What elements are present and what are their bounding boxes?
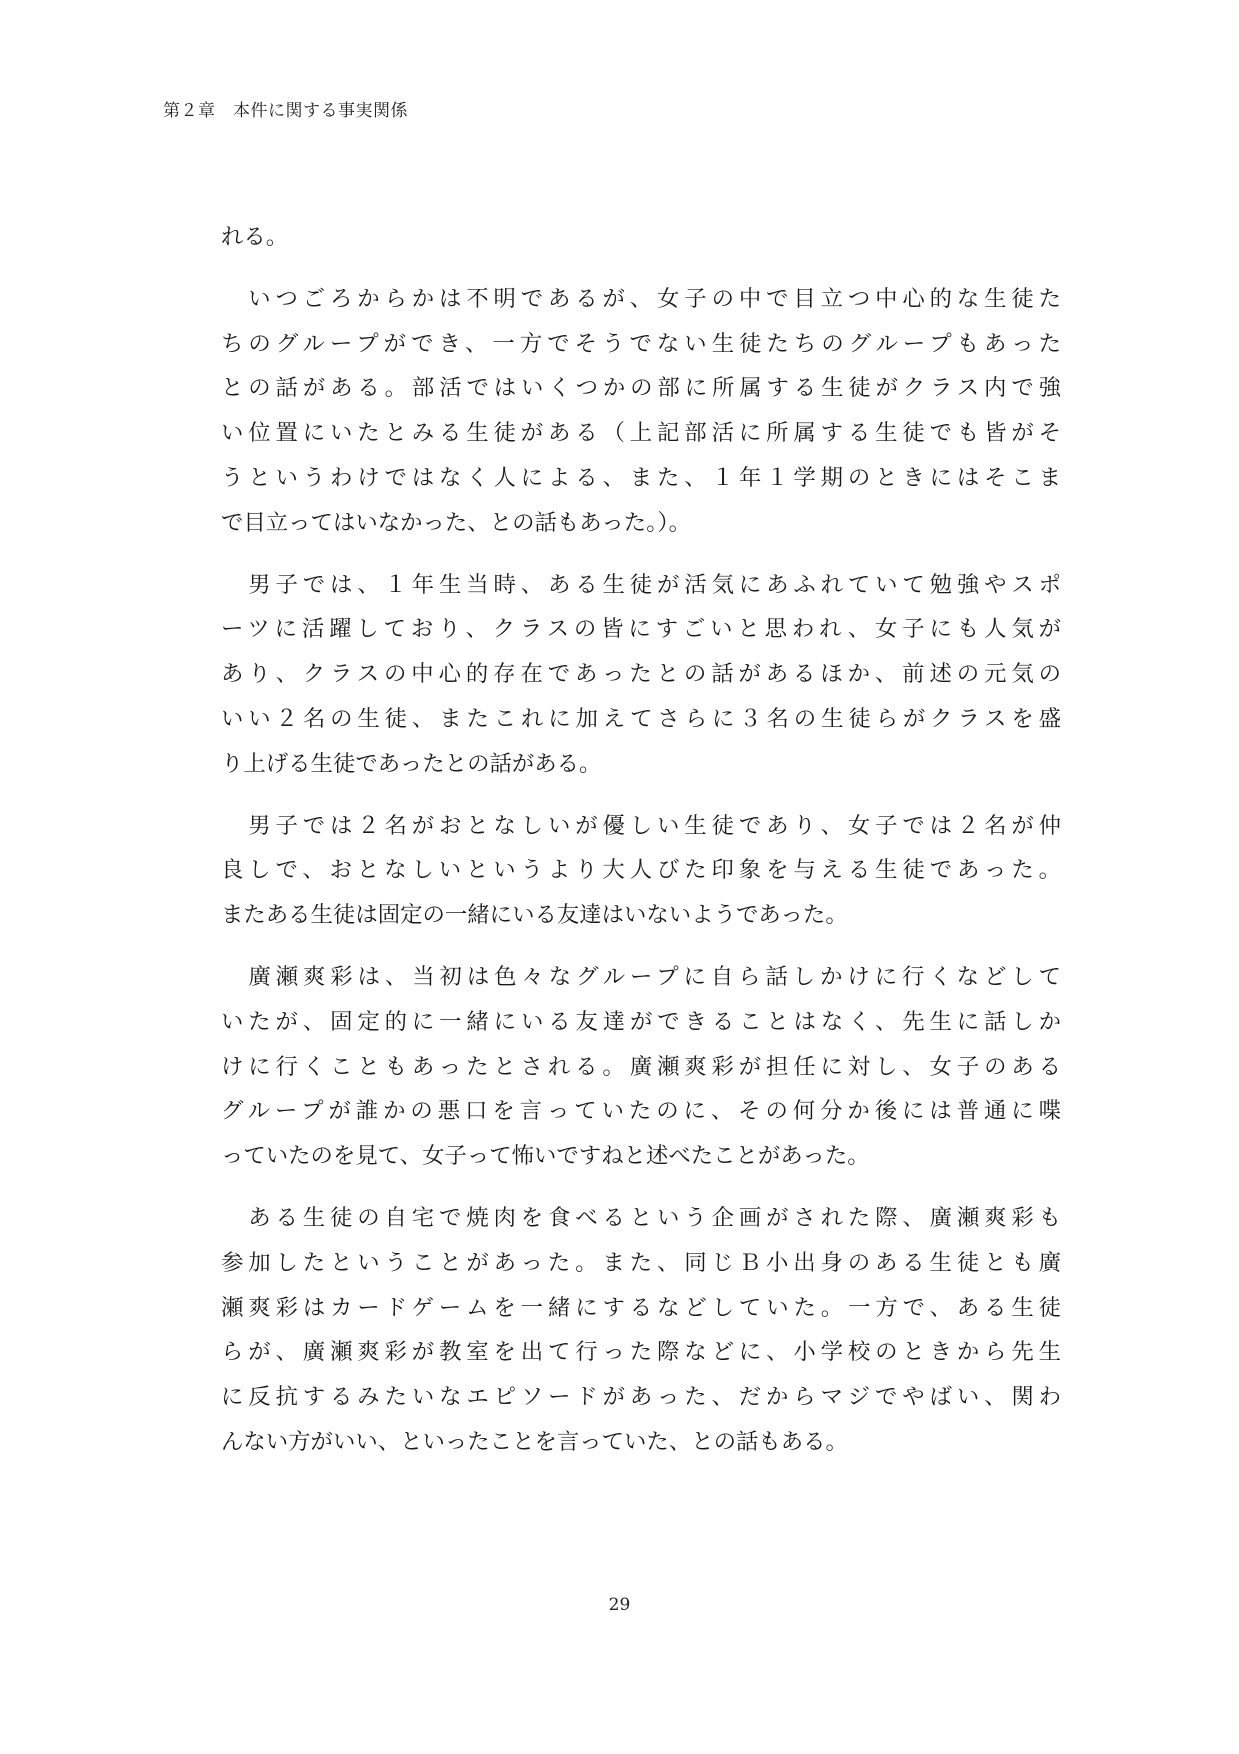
text-line: グループが誰かの悪口を言っていたのに、その何分か後には普通に喋 xyxy=(221,1098,1061,1125)
text-line: けに行くこともあったとされる。廣瀬爽彩が担任に対し、女子のある xyxy=(221,1053,1061,1080)
text-line: ちのグループができ、一方でそうでない生徒たちのグループもあった xyxy=(221,330,1061,357)
text-line: い位置にいたとみる生徒がある（上記部活に所属する生徒でも皆がそ xyxy=(221,420,1061,447)
text-line: ある生徒の自宅で焼肉を食べるという企画がされた際、廣瀬爽彩も xyxy=(221,1204,1061,1231)
running-header: 第２章 本件に関する事実関係 xyxy=(163,101,408,121)
body-text xyxy=(221,215,1061,1465)
text-line: いい２名の生徒、またこれに加えてさらに３名の生徒らがクラスを盛 xyxy=(221,705,1061,732)
text-line: に反抗するみたいなエピソードがあった、だからマジでやばい、関わ xyxy=(221,1384,1061,1411)
text-line: 男子では、１年生当時、ある生徒が活気にあふれていて勉強やスポ xyxy=(221,571,1061,598)
text-line: との話がある。部活ではいくつかの部に所属する生徒がクラス内で強 xyxy=(221,375,1061,402)
text-line: うというわけではなく人による、また、１年１学期のときにはそこま xyxy=(221,464,1061,491)
text-line: いたが、固定的に一緒にいる友達ができることはなく、先生に話しか xyxy=(221,1008,1061,1035)
text-line: あり、クラスの中心的存在であったとの話があるほか、前述の元気の xyxy=(221,661,1061,688)
text-line: ーツに活躍しており、クラスの皆にすごいと思われ、女子にも人気が xyxy=(221,616,1061,643)
paragraph xyxy=(221,955,1061,1179)
text-line: 男子では２名がおとなしいが優しい生徒であり、女子では２名が仲 xyxy=(221,812,1061,839)
paragraph xyxy=(221,277,1061,546)
paragraph xyxy=(221,804,1061,938)
text-line: り上げる生徒であったとの話がある。 xyxy=(221,750,602,777)
text-line: らが、廣瀬爽彩が教室を出て行った際などに、小学校のときから先生 xyxy=(221,1339,1061,1366)
text-line: 良しで、おとなしいというより大人びた印象を与える生徒であった。 xyxy=(221,857,1061,884)
text-line: 廣瀬爽彩は、当初は色々なグループに自ら話しかけに行くなどして xyxy=(221,963,1061,990)
text-line: んない方がいい、といったことを言っていた、との話もある。 xyxy=(221,1428,848,1455)
page-number: 29 xyxy=(608,1595,631,1615)
text-line: 参加したということがあった。また、同じＢ小出身のある生徒とも廣 xyxy=(221,1249,1061,1276)
text-line: いつごろからかは不明であるが、女子の中で目立つ中心的な生徒た xyxy=(221,285,1061,312)
text-line: で目立ってはいなかった、との話もあった。）。 xyxy=(221,509,691,536)
text-line: っていたのを見て、女子って怖いですねと述べたことがあった。 xyxy=(221,1143,870,1170)
text-line: れる。 xyxy=(221,224,289,250)
paragraph xyxy=(221,1196,1061,1465)
text-line: またある生徒は固定の一緒にいる友達はいないようであった。 xyxy=(221,902,848,929)
paragraph xyxy=(221,215,1061,260)
paragraph xyxy=(221,563,1061,787)
text-line: 瀬爽彩はカードゲームを一緒にするなどしていた。一方で、ある生徒 xyxy=(221,1294,1061,1321)
